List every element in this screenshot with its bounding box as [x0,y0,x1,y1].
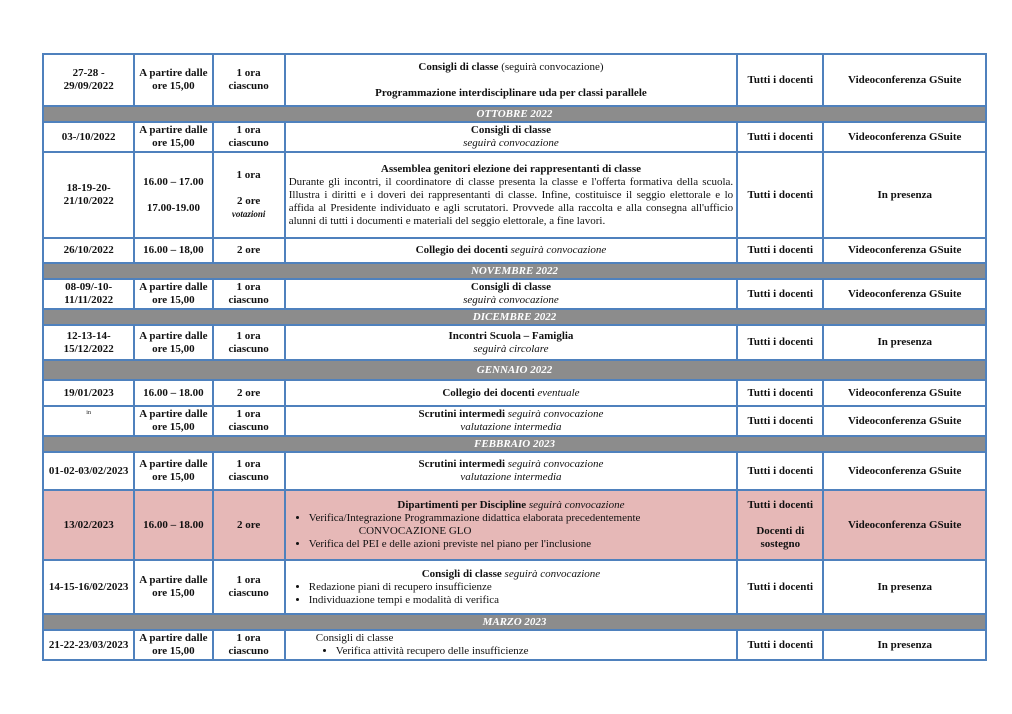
table-row [43,630,986,660]
participants-cell: Tutti i docenti [737,122,823,152]
activity-title: Consigli di classe [315,632,394,644]
mode-cell: Videoconferenza GSuite [823,406,986,436]
time-cell: A partire dalle ore 15,00 [134,122,212,152]
participants-cell: Tutti i docenti [737,152,823,238]
participants-cell: Tutti i docenti [737,279,823,309]
activity-cell [285,54,737,106]
activity-note: seguirà convocazione [463,294,559,306]
participants-cell: Tutti i docenti [737,380,823,406]
duration-cell: 2 ore [213,380,285,406]
activity-note: seguirà convocazione [528,499,625,511]
activity-cell [285,452,737,490]
month-header: MARZO 2023 [43,614,986,630]
activity-cell [285,238,737,263]
activity-cell [285,630,737,660]
activity-cell [285,122,737,152]
activity-title: Consigli di classe [421,567,502,580]
date-cell: 18-19-20-21/10/2022 [43,152,134,238]
activity-cell [285,490,737,560]
table-row [43,152,986,238]
activity-title: Collegio dei docenti [415,244,508,256]
date-cell: 12-13-14-15/12/2022 [43,325,134,360]
activity-note: seguirà convocazione [504,567,601,580]
date-cell: 27-28 - 29/09/2022 [43,54,134,106]
date-cell: 03-/10/2022 [43,122,134,152]
activity-list [289,512,733,551]
activity-title: Consigli di classe [418,60,499,73]
duration-cell: 1 ora 2 ore votazioni [213,152,285,238]
time-cell: 16.00 – 18,00 [134,238,212,263]
activity-note: seguirà circolare [473,342,549,355]
date-cell: 14-15-16/02/2023 [43,560,134,614]
duration-cell: 1 ora ciascuno [213,630,285,660]
date-cell: 01-02-03/02/2023 [43,452,134,490]
mode-cell: Videoconferenza GSuite [823,279,986,309]
mode-cell: In presenza [823,630,986,660]
mode-cell: Videoconferenza GSuite [823,122,986,152]
activity-list [289,581,733,607]
mode-cell: Videoconferenza GSuite [823,238,986,263]
month-header: FEBBRAIO 2023 [43,436,986,452]
participants-cell: Tutti i docenti [737,238,823,263]
table-row [43,490,986,560]
schedule-table [42,53,987,661]
activity-cell [285,279,737,309]
activity-title: Scrutini intermedi [418,408,505,420]
time-cell: A partire dalle ore 15,00 [134,560,212,614]
activity-title: Incontri Scuola – Famiglia [448,329,574,342]
activity-note: seguirà convocazione [507,408,604,420]
activity-cell [285,406,737,436]
duration-cell: 2 ore [213,238,285,263]
mode-cell: Videoconferenza GSuite [823,380,986,406]
activity-note: seguirà convocazione [507,458,604,470]
activity-note: eventuale [537,386,580,399]
duration-cell: 1 ora ciascuno [213,54,285,106]
activity-cell [285,560,737,614]
activity-title: Dipartimenti per Discipline [397,499,527,511]
table-row [43,54,986,106]
mode-cell: Videoconferenza GSuite [823,490,986,560]
time-cell: 16.00 – 18.00 [134,380,212,406]
date-cell: 13/02/2023 [43,490,134,560]
table-row [43,325,986,360]
month-header: OTTOBRE 2022 [43,106,986,122]
activity-note: seguirà convocazione [463,137,559,149]
activity-title: Consigli di classe [470,281,551,293]
participants-cell: Tutti i docenti [737,452,823,490]
list-item: • Individuazione tempi e modalità di verifica [309,594,733,607]
time-cell: 16.00 – 17.00 17.00-19.00 [134,152,212,238]
table-row [43,380,986,406]
duration-cell: 1 ora ciascuno [213,406,285,436]
date-cell: 26/10/2022 [43,238,134,263]
activity-line2: Programmazione interdisciplinare uda per classi parallele [375,86,647,99]
date-cell: in [43,406,134,436]
list-item: • Verifica attività recupero delle insufficienze [336,645,733,658]
date-cell: 21-22-23/03/2023 [43,630,134,660]
activity-title: Consigli di classe [470,124,551,136]
participants-cell: Tutti i docenti [737,406,823,436]
activity-body: Durante gli incontri, il coordinatore di classe presenta la classe e l'offerta formativa della scuola. Illustra i diritti e i doveri dei rappresentanti di classe. Infine, costituisce il seggio elettorale e lo affida al Presidente individuato e agli scrutatori. Provvede alla raccolta e alla consegna all'ufficio alunni di tutti i documenti e materiali del seggio elettorale, a fine lavori. [288,175,734,227]
activity-list [316,645,733,658]
duration-cell: 1 ora ciascuno [213,122,285,152]
time-cell: 16.00 – 18.00 [134,490,212,560]
time-cell: A partire dalle ore 15,00 [134,630,212,660]
participants-cell: Tutti i docenti [737,54,823,106]
month-header: NOVEMBRE 2022 [43,263,986,279]
table-row [43,452,986,490]
participants-cell: Tutti i docenti [737,630,823,660]
activity-title: Scrutini intermedi [418,458,505,470]
date-cell: 19/01/2023 [43,380,134,406]
duration-cell: 1 ora ciascuno [213,452,285,490]
mode-cell: In presenza [823,152,986,238]
month-header: GENNAIO 2022 [43,360,986,380]
mode-cell: Videoconferenza GSuite [823,54,986,106]
mode-cell: Videoconferenza GSuite [823,452,986,490]
table-row [43,238,986,263]
activity-note: (seguirà convocazione) [501,60,604,73]
activity-note: seguirà convocazione [510,244,607,256]
duration-cell: 1 ora ciascuno [213,325,285,360]
time-cell: A partire dalle ore 15,00 [134,406,212,436]
participants-cell: Tutti i docenti Docenti di sostegno [737,490,823,560]
participants-cell: Tutti i docenti [737,325,823,360]
participants-cell: Tutti i docenti [737,560,823,614]
duration-cell: 1 ora ciascuno [213,279,285,309]
time-cell: A partire dalle ore 15,00 [134,452,212,490]
time-cell: A partire dalle ore 15,00 [134,54,212,106]
table-row [43,560,986,614]
month-header: DICEMBRE 2022 [43,309,986,325]
mode-cell: In presenza [823,560,986,614]
activity-line2: valutazione intermedia [460,471,562,483]
date-cell: 08-09/-10-11/11/2022 [43,279,134,309]
list-item: • Redazione piani di recupero insufficienze [309,581,733,594]
duration-cell: 1 ora ciascuno [213,560,285,614]
table-row [43,406,986,436]
activity-title: Collegio dei docenti [442,386,535,399]
mode-cell: In presenza [823,325,986,360]
activity-cell [285,325,737,360]
activity-line2: valutazione intermedia [460,421,562,433]
activity-cell [285,152,737,238]
list-item: • Verifica/Integrazione Programmazione didattica elaborata precedentemente CONVOCAZIONE GLO [309,512,733,538]
time-cell: A partire dalle ore 15,00 [134,325,212,360]
duration-cell: 2 ore [213,490,285,560]
time-cell: A partire dalle ore 15,00 [134,279,212,309]
activity-cell [285,380,737,406]
activity-title: Assemblea genitori elezione dei rappresentanti di classe [380,162,641,175]
table-row [43,279,986,309]
table-row [43,122,986,152]
list-item: • Verifica del PEI e delle azioni previste nel piano per l'inclusione [309,538,733,551]
